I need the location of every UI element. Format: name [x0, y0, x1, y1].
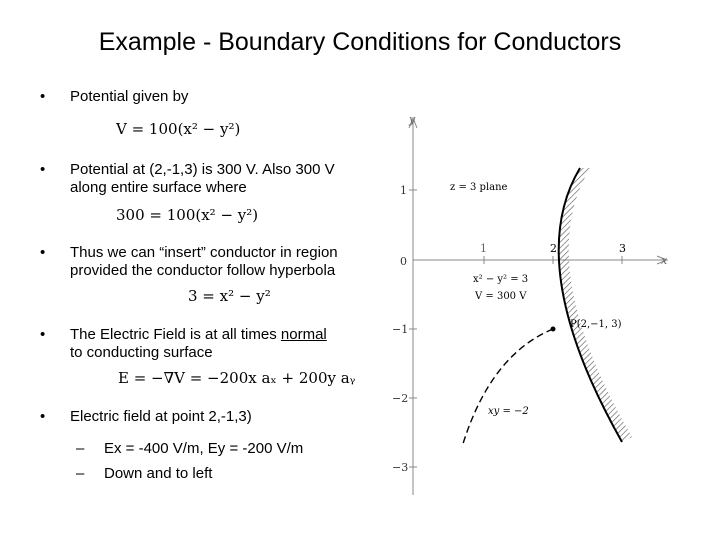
x-axis-label: x — [661, 254, 668, 267]
plane-label: z = 3 plane — [450, 182, 508, 193]
bullet-text-line1: Thus we can “insert” conductor in region — [70, 244, 338, 261]
bullet-dot: • — [40, 88, 46, 105]
slide-title: Example - Boundary Conditions for Conductors — [98, 28, 622, 56]
hyperbola-equation-label: x² − y² = 3 — [473, 274, 529, 285]
equation-potential: V = 100(x² − y²) — [116, 120, 241, 138]
dashed-curve-label: xy = −2 — [488, 406, 529, 417]
bullet-dot: • — [40, 244, 46, 261]
bullet-text-line1 — [70, 326, 327, 344]
bullet-text-line2: to conducting surface — [70, 344, 213, 361]
point-p-label: P(2,−1, 3) — [570, 319, 622, 330]
point-p-marker — [551, 327, 556, 332]
conductor-hatch — [559, 168, 632, 442]
bullet-text: Electric field at point 2,-1,3) — [70, 408, 252, 425]
sub-bullet-dash: – — [76, 440, 85, 457]
bullet-text-line2: provided the conductor follow hyperbola — [70, 262, 336, 279]
y-tick-0: 0 — [400, 255, 407, 268]
y-tick-1: 1 — [400, 184, 407, 197]
bullet-text-line2: along entire surface where — [70, 179, 247, 196]
normal-underlined: normal — [280, 326, 327, 343]
y-tick-neg2: −2 — [392, 392, 409, 405]
conductor-figure — [380, 105, 680, 500]
sub-bullet-text: Ex = -400 V/m, Ey = -200 V/m — [104, 440, 304, 457]
dashed-curve — [462, 329, 553, 447]
bullet-text-prefix: The Electric Field is at all times — [70, 326, 281, 343]
x-tick-3: 3 — [619, 242, 626, 255]
y-tick-neg3: −3 — [392, 461, 409, 474]
bullet-text-line1: Potential at (2,-1,3) is 300 V. Also 300 V — [70, 161, 335, 178]
bullet-dot: • — [40, 326, 46, 343]
sub-bullet-dash: – — [76, 465, 85, 482]
equation-300: 300 = 100(x² − y²) — [116, 206, 259, 224]
y-axis-label: y — [409, 113, 416, 126]
hyperbola-voltage-label: V = 300 V — [475, 291, 527, 302]
equation-hyperbola: 3 = x² − y² — [188, 287, 271, 305]
bullet-dot: • — [40, 161, 46, 178]
bullet-text: Potential given by — [70, 88, 189, 105]
equation-electric-field: E = −∇V = −200x aₓ + 200y aᵧ — [118, 369, 356, 387]
x-tick-1: 1 — [480, 242, 487, 255]
x-tick-2: 2 — [550, 242, 557, 255]
y-tick-neg1: −1 — [392, 323, 409, 336]
bullet-dot: • — [40, 408, 46, 425]
sub-bullet-text: Down and to left — [104, 465, 213, 482]
